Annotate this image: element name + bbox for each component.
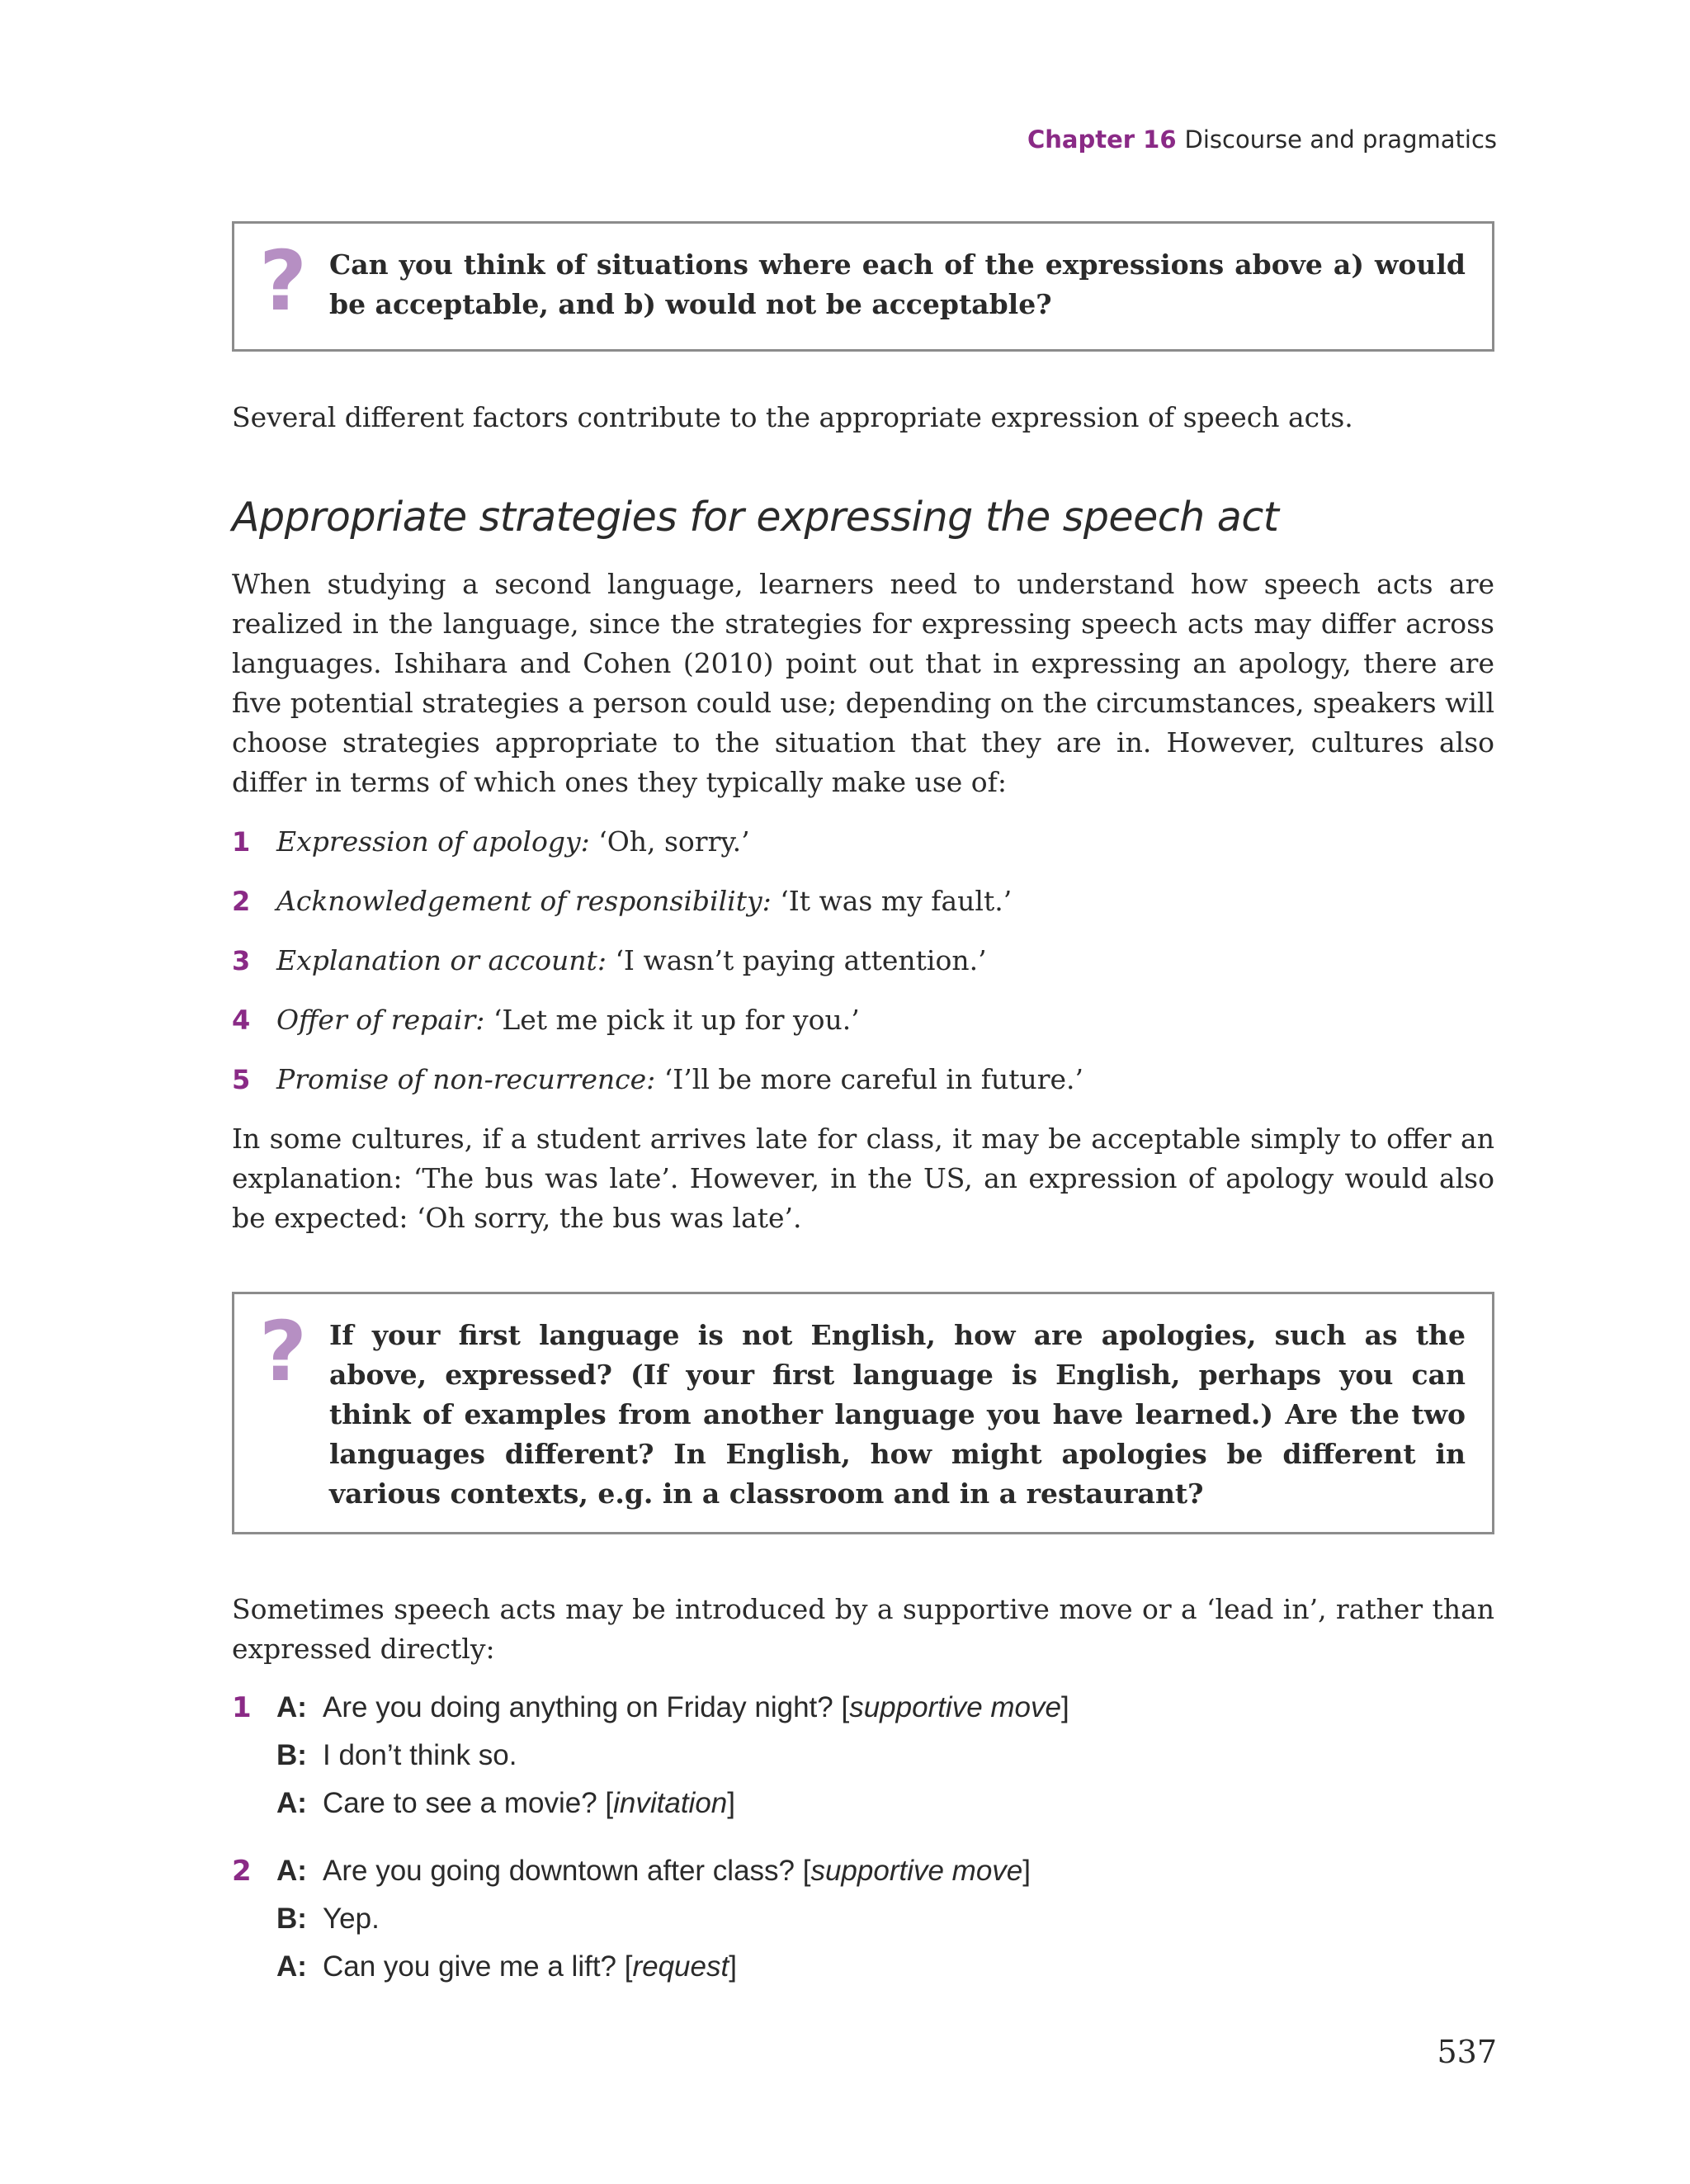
question-mark-icon: ? — [259, 233, 308, 329]
speaker-label: A: — [276, 1950, 307, 1983]
utterance: I don’t think so. — [323, 1739, 517, 1771]
chapter-label: Chapter 16 — [1027, 125, 1177, 154]
bracket: ] — [1022, 1855, 1031, 1887]
speech-act-tag: request — [632, 1950, 729, 1983]
list-item — [232, 1000, 860, 1040]
running-head — [1027, 125, 1497, 154]
strategy-term: Promise of non-recurrence: — [276, 1063, 656, 1095]
dialogue-line — [232, 1688, 1069, 1728]
bracket: ] — [729, 1950, 737, 1983]
strategy-example: ‘I’ll be more careful in future.’ — [663, 1063, 1083, 1095]
bracket: ] — [727, 1787, 735, 1819]
question-box-2 — [232, 1292, 1494, 1534]
strategy-term: Offer of repair: — [276, 1004, 485, 1036]
question-mark-icon: ? — [259, 1303, 308, 1400]
dialogue-line — [232, 1851, 1031, 1891]
list-item — [232, 1060, 1083, 1099]
strategy-example: ‘Oh, sorry.’ — [598, 825, 750, 858]
utterance: Can you give me a lift? [ — [323, 1950, 633, 1983]
bracket: ] — [1060, 1691, 1069, 1723]
dialogue-line — [232, 1784, 735, 1823]
question-text-2: If your first language is not English, how are apologies, such as the above, expressed? (If your first language is English, perhaps you can think of examples from another language you have learned.) Are the two languages different? In English, how might apologies be different in various contexts, e.g. in a classroom and in a restaurant? — [329, 1319, 1466, 1510]
paragraph-factors: Several different factors contribute to the appropriate expression of speech acts. — [232, 401, 1353, 433]
utterance: Care to see a movie? [ — [323, 1787, 614, 1819]
list-item — [232, 822, 750, 862]
paragraph-strategies-intro: When studying a second language, learners need to understand how speech acts are realized in the language, since the strategies for expressing speech acts may differ across languages. Ishihara and Cohen (2010) point out that in expressing an apology, there are five potential strategies a person could use; depending on the circumstances, speakers will choose strategies appropriate to the situation that they are in. However, cultures also differ in terms of which ones they typically make use of: — [232, 568, 1494, 798]
strategy-example: ‘Let me pick it up for you.’ — [493, 1004, 860, 1036]
speaker-label: A: — [276, 1787, 307, 1819]
list-number: 4 — [232, 1005, 251, 1036]
list-number: 1 — [232, 1691, 252, 1724]
utterance: Are you doing anything on Friday night? [ — [323, 1691, 850, 1723]
list-number: 5 — [232, 1064, 251, 1095]
paragraph-supportive-move: Sometimes speech acts may be introduced by a supportive move or a ‘lead in’, rather than expressed directly: — [232, 1593, 1494, 1665]
speech-act-tag: invitation — [613, 1787, 728, 1819]
speaker-label: B: — [276, 1903, 307, 1935]
strategy-example: ‘I wasn’t paying attention.’ — [615, 944, 987, 976]
dialogue-line — [232, 1736, 517, 1775]
list-number: 3 — [232, 945, 251, 976]
list-number: 1 — [232, 826, 251, 858]
dialogue-line — [232, 1899, 380, 1939]
list-number: 2 — [232, 1855, 252, 1888]
section-heading: Appropriate strategies for expressing the speech act — [232, 494, 1279, 541]
speaker-label: A: — [276, 1691, 307, 1723]
list-number: 2 — [232, 886, 251, 917]
speech-act-tag: supportive move — [810, 1855, 1023, 1887]
dialogue-line — [232, 1947, 737, 1987]
strategy-term: Explanation or account: — [276, 944, 607, 976]
utterance: Are you going downtown after class? [ — [323, 1855, 811, 1887]
list-item — [232, 941, 987, 981]
question-box-1 — [232, 221, 1494, 352]
page-number: 537 — [1437, 2034, 1497, 2070]
utterance: Yep. — [323, 1903, 380, 1935]
list-item — [232, 882, 1012, 921]
strategy-example: ‘It was my fault.’ — [780, 885, 1013, 917]
strategy-term: Acknowledgement of responsibility: — [276, 885, 772, 917]
paragraph-cultures: In some cultures, if a student arrives late for class, it may be acceptable simply to offer an explanation: ‘The bus was late’. However, in the US, an expression of apology would also be expected: ‘Oh sorry, the bus was late’. — [232, 1123, 1494, 1234]
speech-act-tag: supportive move — [849, 1691, 1061, 1723]
chapter-title: Discourse and pragmatics — [1184, 125, 1497, 154]
strategy-term: Expression of apology: — [276, 825, 590, 858]
speaker-label: A: — [276, 1855, 307, 1887]
question-text-1: Can you think of situations where each of the expressions above a) would be acceptable, and b) would not be acceptable? — [329, 248, 1466, 320]
speaker-label: B: — [276, 1739, 307, 1771]
